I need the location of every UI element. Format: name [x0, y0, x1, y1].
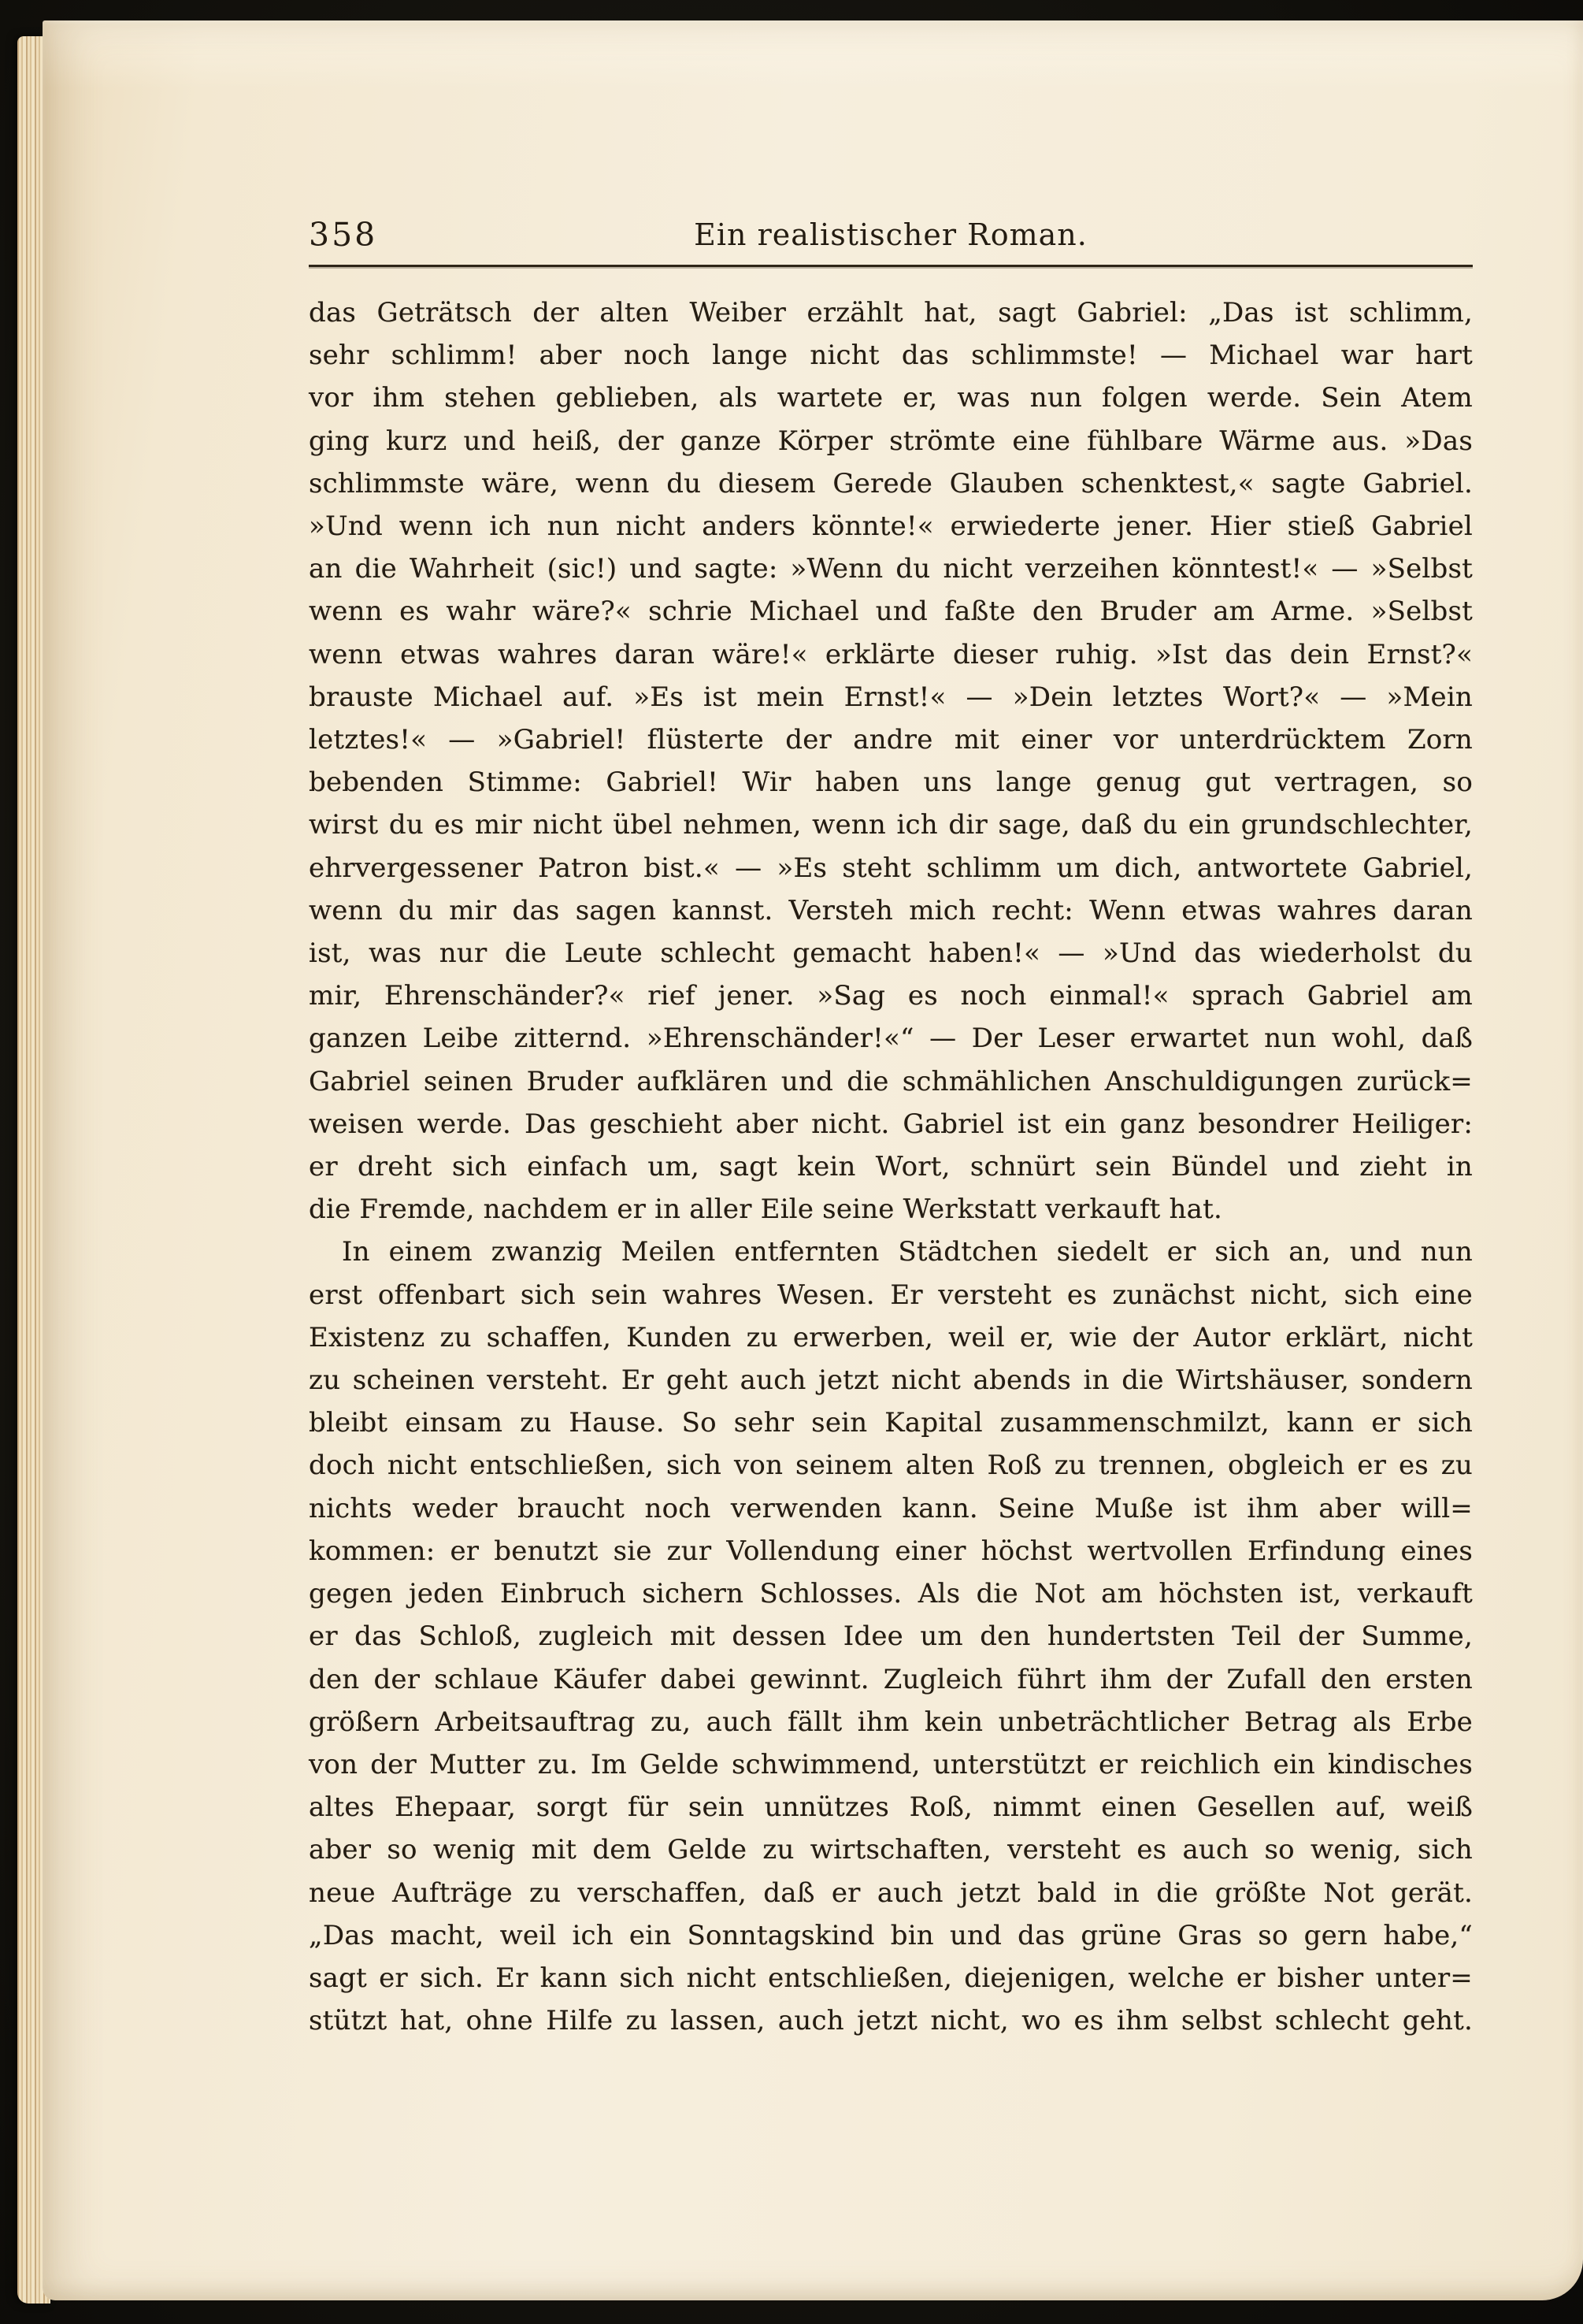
text-line: stützt hat, ohne Hilfe zu lassen, auch jetzt nicht, wo es ihm selbst schlecht geht.	[309, 2005, 1473, 2037]
text-line: größern Arbeitsauftrag zu, auch fällt ihm kein unbeträchtlicher Betrag als Erbe	[309, 1706, 1473, 1738]
text-line: sagt er sich. Er kann sich nicht entschließen, diejenigen, welche er bisher unter=	[309, 1962, 1473, 1994]
text-line: die Fremde, nachdem er in aller Eile seine Werkstatt verkauft hat.	[309, 1194, 1222, 1226]
page-content	[309, 202, 1473, 2042]
body-text	[309, 291, 1473, 2042]
text-line: altes Ehepaar, sorgt für sein unnützes Roß, nimmt einen Gesellen auf, weiß	[309, 1791, 1473, 1824]
text-line: wirst du es mir nicht übel nehmen, wenn ich dir sage, daß du ein grundschlechter,	[309, 809, 1473, 841]
text-line: ehrvergessener Patron bist.« — »Es steht schlimm um dich, antwortete Gabriel,	[309, 852, 1473, 884]
text-line: weisen werde. Das geschieht aber nicht. Gabriel ist ein ganz besondrer Heiliger:	[309, 1108, 1473, 1140]
page-header	[309, 202, 1473, 265]
text-line: er dreht sich einfach um, sagt kein Wort, schnürt sein Bündel und zieht in	[309, 1151, 1473, 1183]
text-line: mir, Ehrenschänder?« rief jener. »Sag es noch einmal!« sprach Gabriel am	[309, 980, 1473, 1012]
text-line: wenn es wahr wäre?« schrie Michael und faßte den Bruder am Arme. »Selbst	[309, 596, 1473, 628]
text-line: kommen: er benutzt sie zur Vollendung einer höchst wertvollen Erfindung eines	[309, 1535, 1473, 1567]
text-line: den der schlaue Käufer dabei gewinnt. Zugleich führt ihm der Zufall den ersten	[309, 1663, 1473, 1695]
book-page	[43, 20, 1583, 2300]
text-line: Existenz zu schaffen, Kunden zu erwerben, weil er, wie der Autor erklärt, nicht	[309, 1321, 1473, 1353]
text-line: Gabriel seinen Bruder aufklären und die schmählichen Anschuldigungen zurück=	[309, 1065, 1473, 1097]
text-line: In einem zwanzig Meilen entfernten Städtchen siedelt er sich an, und nun	[342, 1236, 1473, 1268]
text-line: wenn etwas wahres daran wäre!« erklärte dieser ruhig. »Ist das dein Ernst?«	[309, 638, 1473, 670]
text-line: ging kurz und heiß, der ganze Körper strömte eine fühlbare Wärme aus. »Das	[309, 425, 1473, 457]
text-line: an die Wahrheit (sic!) und sagte: »Wenn du nicht verzeihen könntest!« — »Selbst	[309, 553, 1473, 585]
text-line: ist, was nur die Leute schlecht gemacht haben!« — »Und das wiederholst du	[309, 937, 1473, 970]
text-line: sehr schlimm! aber noch lange nicht das schlimmste! — Michael war hart	[309, 340, 1473, 372]
text-line: nichts weder braucht noch verwenden kann. Seine Muße ist ihm aber will=	[309, 1492, 1473, 1524]
text-line: er das Schloß, zugleich mit dessen Idee um den hundertsten Teil der Summe,	[309, 1620, 1473, 1653]
text-line: zu scheinen versteht. Er geht auch jetzt nicht abends in die Wirtshäuser, sondern	[309, 1364, 1473, 1397]
page-number: 358	[309, 216, 378, 254]
text-line: ganzen Leibe zitternd. »Ehrenschänder!«“ — Der Leser erwartet nun wohl, daß	[309, 1023, 1473, 1055]
text-line: vor ihm stehen geblieben, als wartete er, was nun folgen werde. Sein Atem	[309, 382, 1473, 414]
running-title: Ein realistischer Roman.	[694, 217, 1088, 252]
text-line: brauste Michael auf. »Es ist mein Ernst!« — »Dein letztes Wort?« — »Mein	[309, 681, 1473, 713]
text-line: von der Mutter zu. Im Gelde schwimmend, unterstützt er reichlich ein kindisches	[309, 1748, 1473, 1780]
text-line: letztes!« — »Gabriel! flüsterte der andre mit einer vor unterdrücktem Zorn	[309, 724, 1473, 756]
text-line: „Das macht, weil ich ein Sonntagskind bin und das grüne Gras so gern habe,“	[309, 1919, 1473, 1951]
text-line: doch nicht entschließen, sich von seinem alten Roß zu trennen, obgleich er es zu	[309, 1450, 1473, 1482]
text-line: erst offenbart sich sein wahres Wesen. Er versteht es zunächst nicht, sich eine	[309, 1279, 1473, 1311]
text-line: »Und wenn ich nun nicht anders könnte!« erwiederte jener. Hier stieß Gabriel	[309, 510, 1473, 543]
text-line: wenn du mir das sagen kannst. Versteh mich recht: Wenn etwas wahres daran	[309, 894, 1473, 926]
text-line: aber so wenig mit dem Gelde zu wirtschaften, versteht es auch so wenig, sich	[309, 1834, 1473, 1866]
header-rule	[309, 265, 1473, 267]
text-line: gegen jeden Einbruch sichern Schlosses. Als die Not am höchsten ist, verkauft	[309, 1578, 1473, 1610]
text-line: das Geträtsch der alten Weiber erzählt hat, sagt Gabriel: „Das ist schlimm,	[309, 297, 1473, 329]
text-line: neue Aufträge zu verschaffen, daß er auch jetzt bald in die größte Not gerät.	[309, 1877, 1473, 1909]
text-line: bebenden Stimme: Gabriel! Wir haben uns lange genug gut vertragen, so	[309, 767, 1473, 799]
text-line: schlimmste wäre, wenn du diesem Gerede Glauben schenktest,« sagte Gabriel.	[309, 467, 1473, 499]
text-line: bleibt einsam zu Hause. So sehr sein Kapital zusammenschmilzt, kann er sich	[309, 1407, 1473, 1439]
